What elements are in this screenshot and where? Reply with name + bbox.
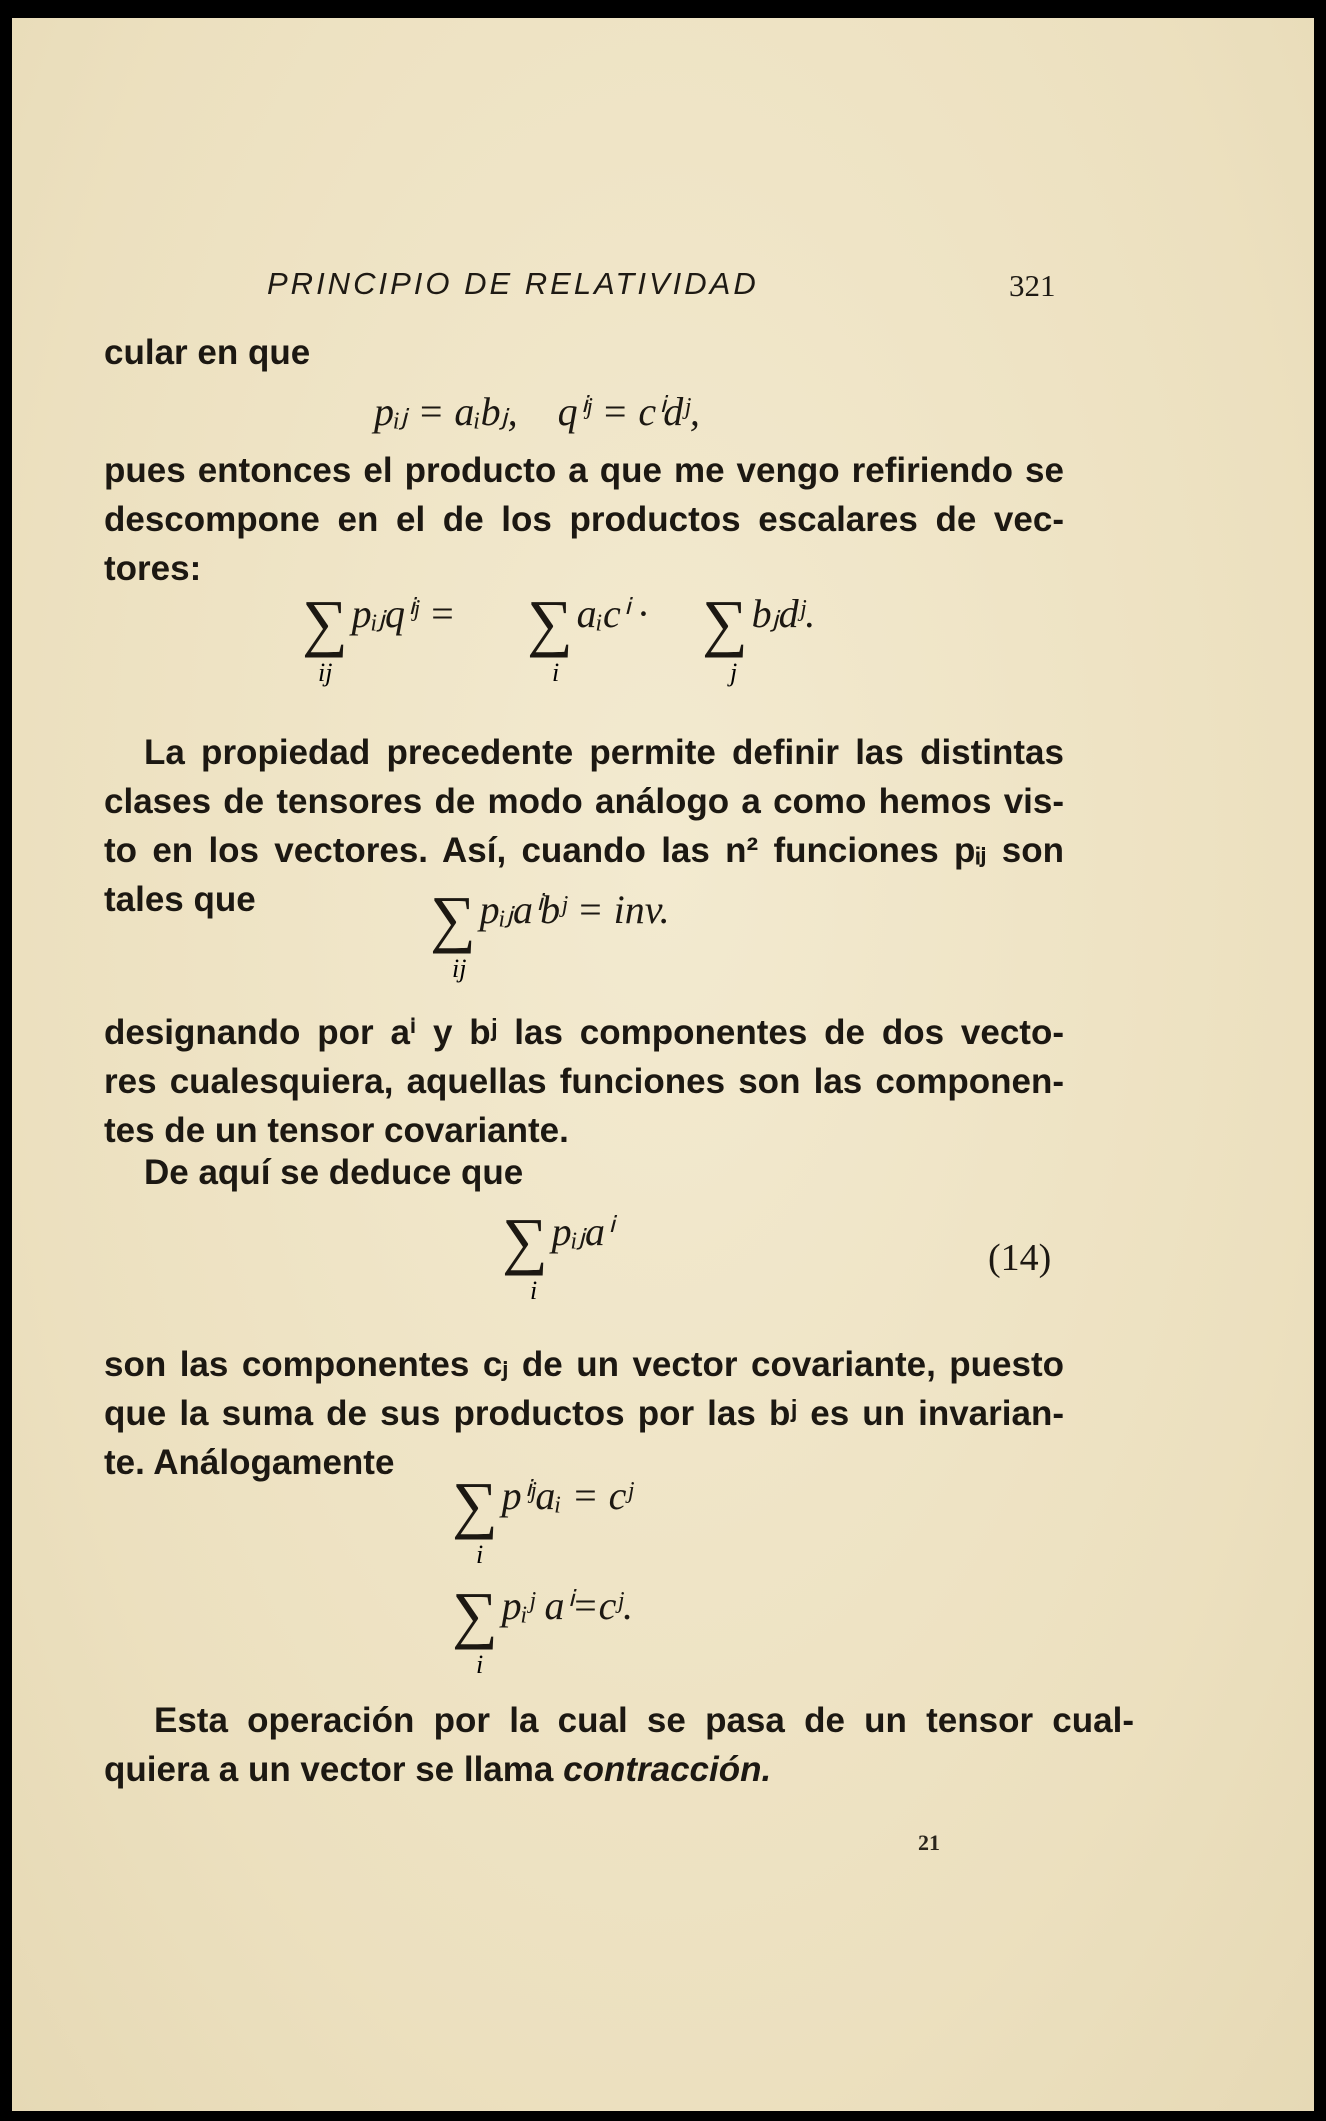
paragraph-line: to en los vectores. Así, cuando las n² funciones pᵢⱼ son [104, 831, 1064, 870]
equation-b-rhs-body: bⱼdʲ. [751, 591, 816, 636]
sum-index: i [476, 1540, 484, 1569]
sum-index: j [730, 658, 738, 687]
equation-b-mid [527, 587, 648, 659]
paragraph-line: tores: [104, 549, 202, 588]
equation-b-mid-body: aᵢcⁱ · [576, 591, 648, 636]
summation-symbol: ∑ [702, 587, 748, 659]
sum-index: i [530, 1276, 538, 1305]
equation-c [430, 883, 670, 955]
sum-index: i [552, 658, 560, 687]
paragraph-line: designando por aⁱ y bʲ las componentes de dos vecto- [104, 1013, 1064, 1052]
paragraph-line: res cualesquiera, aquellas funciones son las componen- [104, 1062, 1064, 1101]
summation-symbol: ∑ [302, 587, 348, 659]
sum-index: i [476, 1650, 484, 1679]
equation-b-lhs [302, 587, 456, 659]
book-page [12, 18, 1314, 2111]
paragraph-line: descompone en el de los productos escalares de vec- [104, 500, 1064, 539]
running-title: PRINCIPIO DE RELATIVIDAD [267, 266, 759, 301]
equation-d [452, 1469, 634, 1541]
equation-d-body: pⁱʲaᵢ = cʲ [501, 1473, 634, 1518]
paragraph-block [104, 446, 1064, 593]
sum-index: ij [318, 658, 333, 687]
paragraph-line: De aquí se deduce que [144, 1153, 524, 1192]
summation-symbol: ∑ [430, 883, 476, 955]
equation-b-lhs-body: pᵢⱼqⁱʲ = [351, 591, 456, 636]
paragraph-line: tes de un tensor covariante. [104, 1111, 569, 1150]
summation-symbol: ∑ [502, 1205, 548, 1277]
signature-mark: 21 [918, 1830, 940, 1855]
paragraph-text: quiera a un vector se llama [104, 1750, 554, 1789]
paragraph-block [104, 1696, 1134, 1794]
equation-e-body: pᵢʲ aⁱ=cʲ. [501, 1583, 634, 1628]
paragraph-line [104, 1745, 1134, 1794]
paragraph-block [104, 1008, 1064, 1155]
equation-c-body: pᵢⱼaⁱbʲ = inv. [479, 887, 670, 932]
equation-14-body: pᵢⱼaⁱ [551, 1209, 613, 1254]
summation-symbol: ∑ [452, 1469, 498, 1541]
paragraph-line: clases de tensores de modo análogo a como hemos vis- [104, 782, 1064, 821]
paragraph-line: cular en que [104, 333, 311, 372]
paragraph-line: Esta operación por la cual se pasa de un tensor cual- [154, 1701, 1134, 1740]
italic-term: contracción. [563, 1750, 772, 1789]
paragraph-line: son las componentes cⱼ de un vector covariante, puesto [104, 1345, 1064, 1384]
paragraph-line: te. Análogamente [104, 1443, 395, 1482]
equation-number: (14) [988, 1237, 1052, 1279]
page-number: 321 [1009, 268, 1056, 303]
paragraph-line: La propiedad precedente permite definir las distintas [144, 733, 1064, 772]
equation-b-rhs [702, 587, 816, 659]
paragraph-block [104, 1340, 1064, 1487]
sum-index: ij [452, 954, 467, 983]
equation-e [452, 1579, 634, 1651]
equation-a: pᵢⱼ = aᵢbⱼ, qⁱʲ = cⁱdʲ, [374, 389, 700, 434]
summation-symbol: ∑ [527, 587, 573, 659]
equation-14 [502, 1205, 613, 1277]
summation-symbol: ∑ [452, 1579, 498, 1651]
paragraph-line: tales que [104, 880, 256, 919]
paragraph-line: que la suma de sus productos por las bʲ es un invarian- [104, 1394, 1064, 1433]
paragraph-line: pues entonces el producto a que me vengo refiriendo se [104, 451, 1064, 490]
